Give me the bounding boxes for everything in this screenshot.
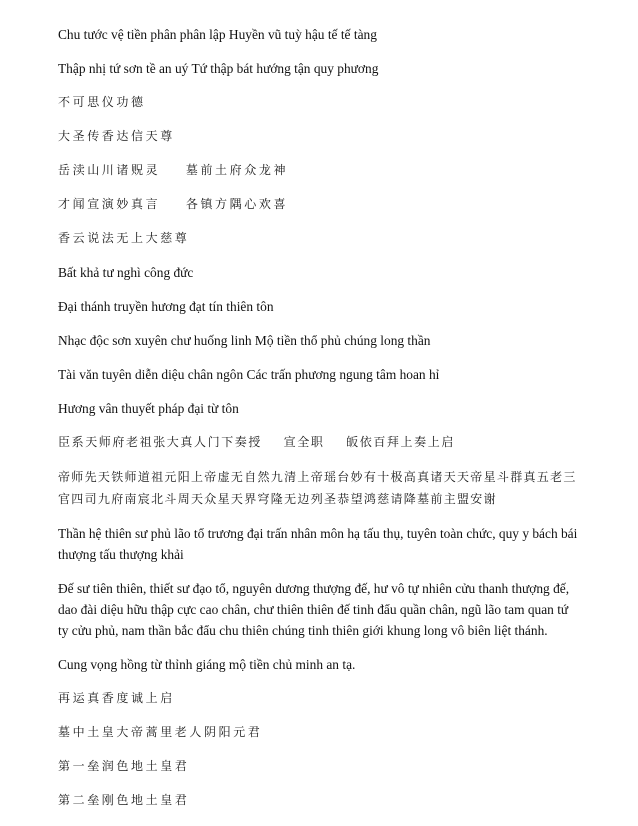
verse-line-cn-5: 香云说法无上大慈尊 (58, 231, 190, 245)
petition-line-cn-1: 臣系天师府老祖张大真人门下奏授 宣全职 皈依百拜上奏上启 (58, 435, 455, 449)
verse-line-vn-6: Tài văn tuyên diễn diệu chân ngôn Các trấn phương ngung tâm hoan hỉ (58, 367, 440, 382)
document-body (58, 24, 580, 824)
verse-line-vn-2: Thập nhị tứ sơn tề an uý Tứ thập bát hướng tận quy phương (58, 61, 379, 76)
verse-line-cn-4: 才闻宣演妙真言 各镇方隅心欢喜 (58, 197, 289, 211)
verse-line-vn-1: Chu tước vệ tiền phân phân lập Huyền vũ tuỳ hậu tế tế tàng (58, 27, 377, 42)
petition-paragraph-vn-1: Thần hệ thiên sư phủ lão tổ trương đại trấn nhân môn hạ tấu thụ, tuyên toàn chức, quy y bách bái thượng tấu thượng khải (58, 526, 578, 562)
invocation-line-cn-2: 墓中土皇大帝蒿里老人阴阳元君 (58, 725, 263, 739)
petition-paragraph-cn: 帝师先天铁师道祖元阳上帝虚无自然九清上帝瑶台妙有十极高真诸天天帝星斗群真五老三官四司九府南宸北斗周天众星天界穹隆无边列圣恭望鸿慈请降墓前主盟安谢 (58, 470, 577, 506)
petition-paragraph-vn-2: Đế sư tiên thiên, thiết sư đạo tổ, nguyên dương thượng đế, hư vô tự nhiên cửu thanh thượng đế, dao đài diệu hữu thập cực cao chân, chư thiên thiên đế tinh đẩu quần chân, ngũ lão tam quan tứ ty cửu phủ, nam thần bắc đẩu chu thiên chúng tinh thiên giới khung long vô biên liệt thánh. (58, 581, 570, 638)
petition-line-vn: Cung vọng hồng từ thỉnh giáng mộ tiền chủ minh an tạ. (58, 657, 356, 672)
verse-line-vn-3: Bất khả tư nghì công đức (58, 265, 194, 280)
verse-line-vn-5: Nhạc độc sơn xuyên chư huống linh Mộ tiền thổ phủ chúng long thần (58, 333, 431, 348)
invocation-line-cn-3: 第一垒润色地土皇君 (58, 759, 190, 773)
verse-line-vn-4: Đại thánh truyền hương đạt tín thiên tôn (58, 299, 274, 314)
verse-line-cn-3: 岳渎山川诸贶灵 墓前土府众龙神 (58, 163, 289, 177)
verse-line-vn-7: Hương vân thuyết pháp đại từ tôn (58, 401, 239, 416)
verse-line-cn-2: 大圣传香达信天尊 (58, 129, 175, 143)
verse-line-cn-1: 不可思仪功德 (58, 95, 146, 109)
invocation-line-cn-1: 再运真香度诚上启 (58, 691, 175, 705)
invocation-line-cn-4: 第二垒刚色地土皇君 (58, 793, 190, 807)
